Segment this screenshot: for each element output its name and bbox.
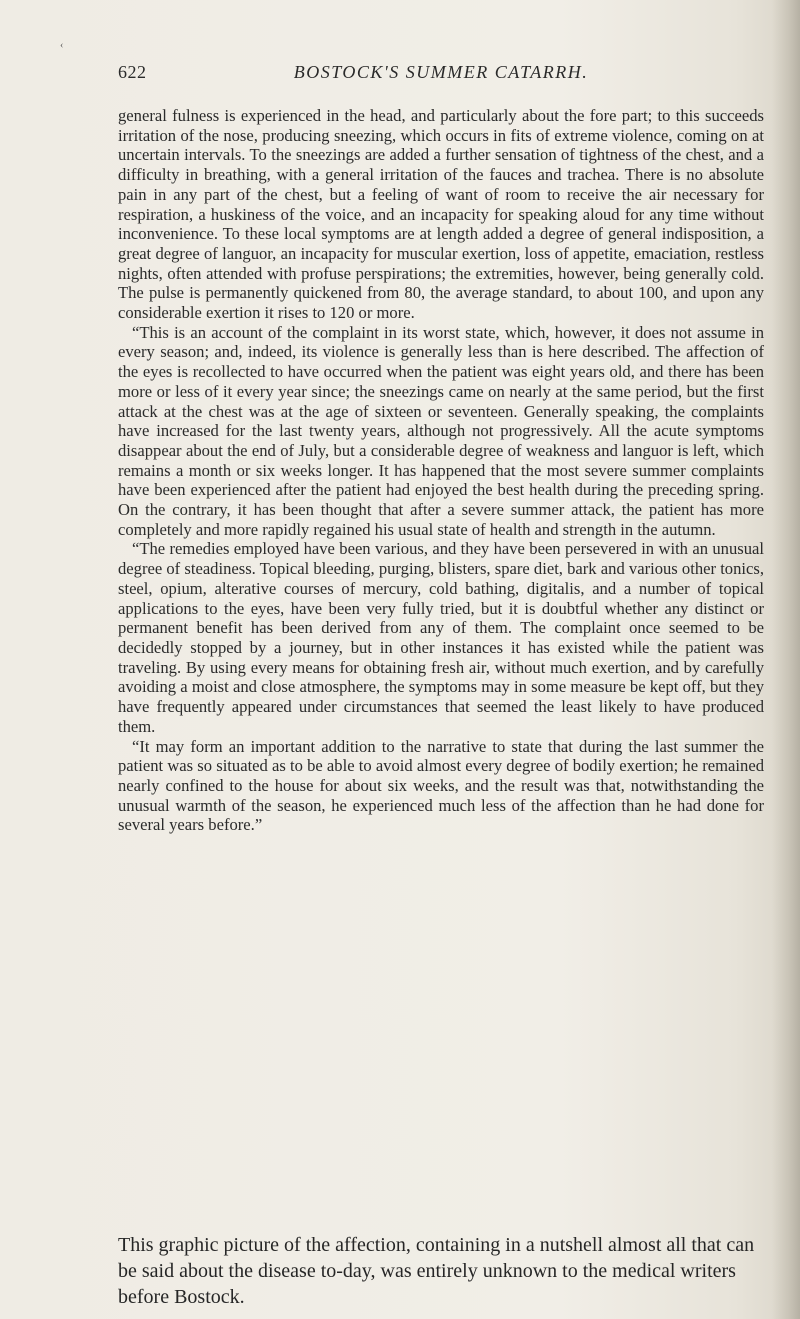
paragraph-quote-addition: “It may form an important addition to the narrative to state that during the last summer the patient was so situated as to be able to avoid almost every degree of bodily exertion; he remained nearly confined to the house for about six weeks, and the result was that, notwithstanding the unusual warmth of the season, he experienced much less of the affection than he had done for several years before.” <box>118 736 764 835</box>
paragraph-continuation: general fulness is experienced in the head, and particularly about the fore part; to this succeeds irritation of the nose, producing sneezing, which occurs in fits of extreme violence, coming on at uncertain intervals. To the sneezings are added a further sensation of tightness of the chest, and a difficulty in breathing, with a general irritation of the fauces and trachea. There is no absolute pain in any part of the chest, but a feeling of want of room to receive the air necessary for respiration, a huskiness of the voice, and an incapacity for speaking aloud for any time without inconvenience. To these local symptoms are at length added a degree of general indisposition, a great degree of languor, an incapacity for muscular exertion, loss of appetite, emaciation, restless nights, often attended with profuse perspirations; the extremities, however, being generally cold. The pulse is permanently quickened from 80, the average standard, to about 100, and upon any considerable exertion it rises to 120 or more. <box>118 106 764 323</box>
margin-mark: ‹ <box>60 40 64 51</box>
page-number: 622 <box>118 62 147 82</box>
paragraph-quote-account: “This is an account of the complaint in its worst state, which, however, it does not assume in every season; and, indeed, its violence is generally less than is here described. The affection of the eyes is recollected to have occurred when the patient was eight years old, and there has been more or less of it every year since; the sneezings came on nearly at the same period, but the first attack at the chest was at the age of sixteen or seventeen. Generally speaking, the complaints have increased for the last twenty years, although not progressively. All the acute symptoms disappear about the end of July, but a considerable degree of weakness and languor is left, which remains a month or six weeks longer. It has happened that the most severe summer complaints have been experienced after the patient had enjoyed the best health during the preceding spring. On the contrary, it has been thought that after a severe summer attack, the patient has more completely and more rapidly regained his usual state of health and strength in the autumn. <box>118 322 764 539</box>
running-head: BOSTOCK'S SUMMER CATARRH. <box>293 62 589 82</box>
page-edge-shadow <box>772 0 800 1319</box>
page-header <box>118 62 764 84</box>
body-text <box>118 106 764 835</box>
paragraph-quote-remedies: “The remedies employed have been various, and they have been persevered in with an unusual degree of steadiness. Topical bleeding, purging, blisters, spare diet, bark and various other tonics, steel, opium, alterative courses of mercury, cold bathing, digitalis, and a number of topical applications to the eyes, have been very fully tried, but it is doubtful whether any distinct or permanent benefit has been derived from any of them. The complaint once seemed to be decidedly stopped by a journey, but in other instances it has existed while the patient was traveling. By using every means for obtaining fresh air, without much exertion, and by carefully avoiding a moist and close atmosphere, the symptoms may in some measure be kept off, but they have frequently appeared under circumstances that seemed the least likely to have produced them. <box>118 539 764 736</box>
closing-paragraph: This graphic picture of the affection, containing in a nutshell almost all that can be said about the disease to-day, was entirely unknown to the medical writers before Bostock. <box>118 1234 755 1308</box>
